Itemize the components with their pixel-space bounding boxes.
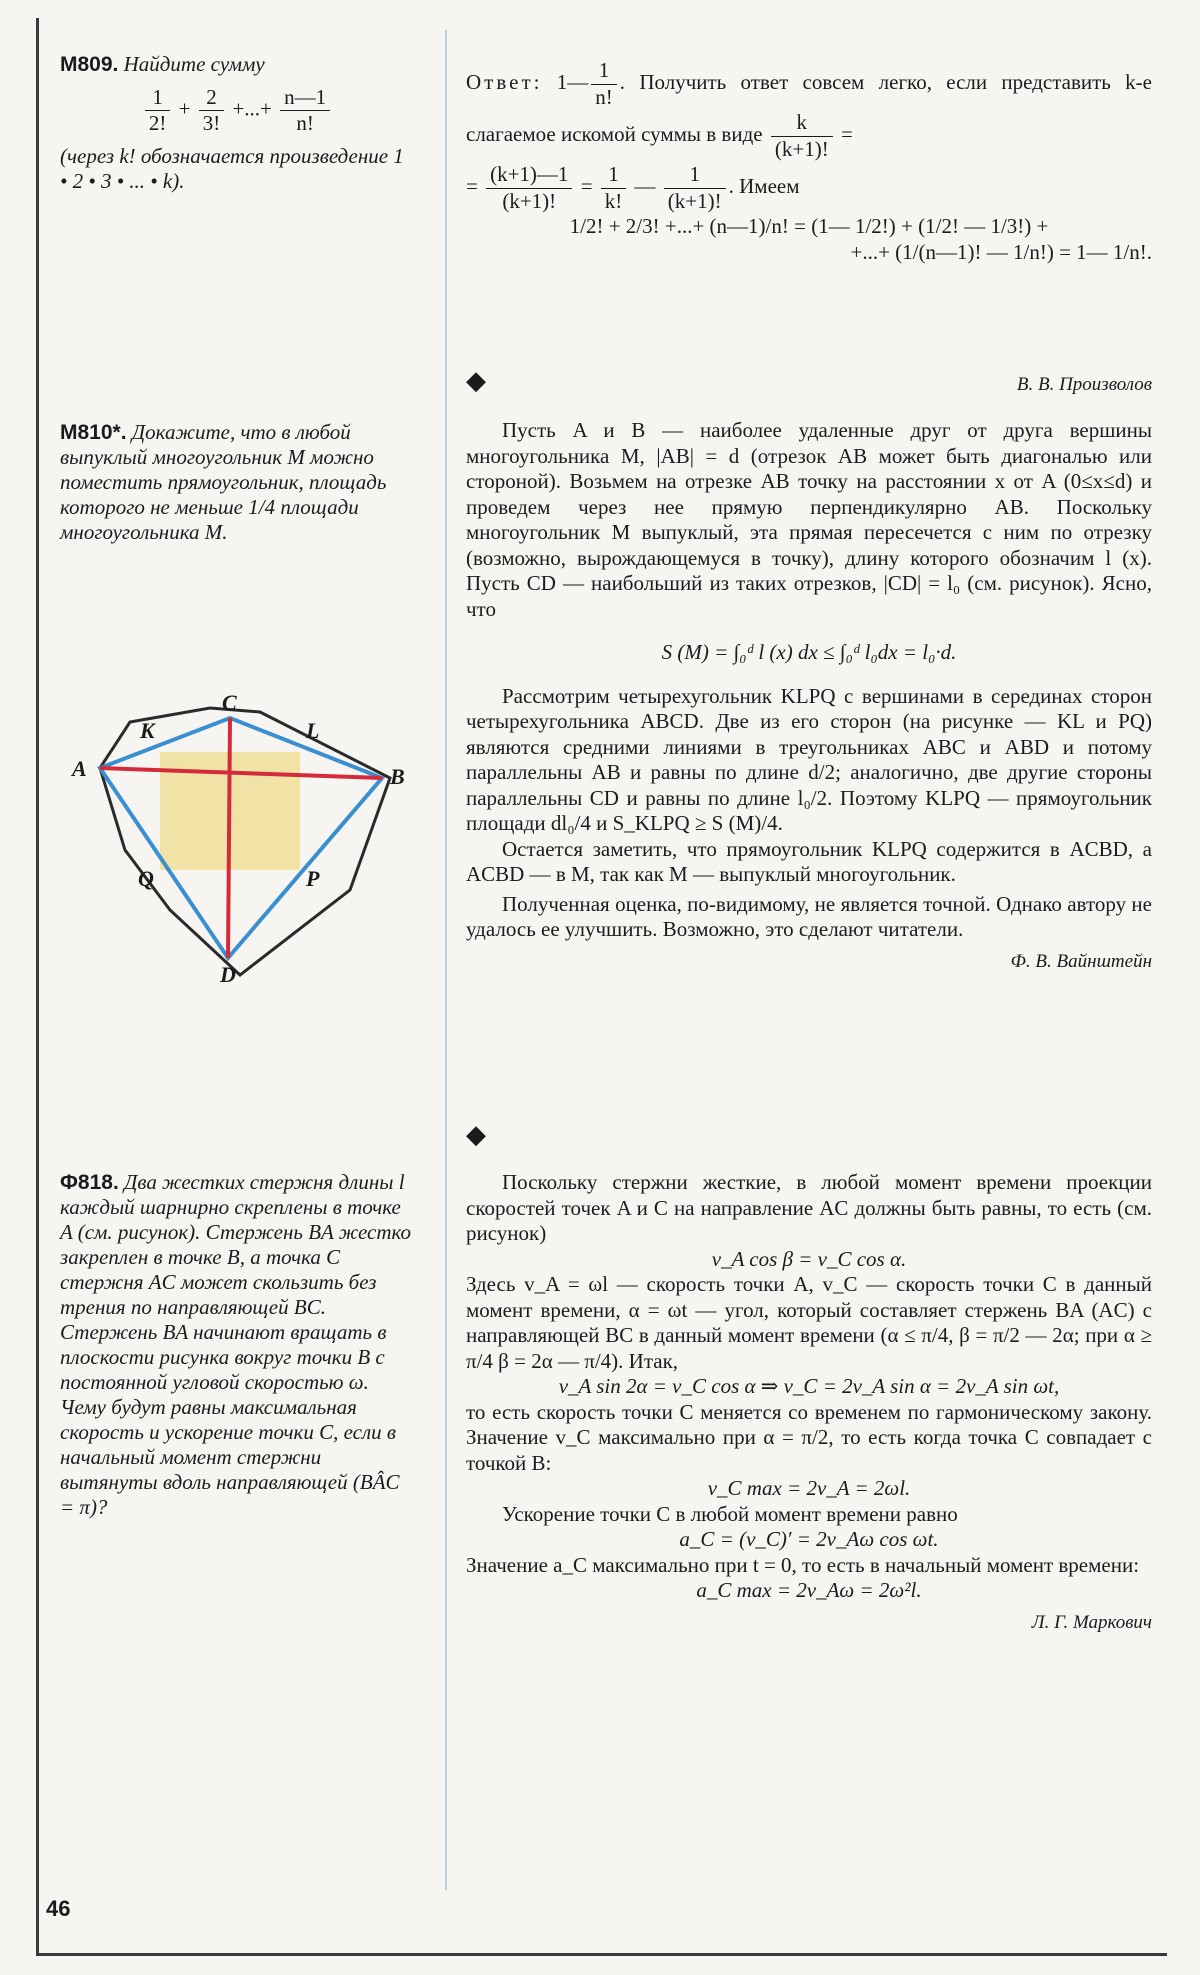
diamond-icon: ◆ [466,1120,486,1149]
equation: a_C = (v_C)′ = 2v_Aω cos ωt. [679,1527,939,1551]
problem-id: М810*. [60,421,127,444]
label-k: K [140,718,155,743]
label-l: L [306,718,320,743]
f818-statement [60,1170,415,1520]
problem-id: Ф818. [60,1171,119,1194]
fraction: $\frac{1}{k!}$ [601,162,627,214]
fraction: $\frac{1}{(k+1)!}$ [664,162,726,214]
figure-svg [60,690,420,990]
author: Л. Г. Маркович [1031,1611,1152,1633]
diamond-icon: ◆ [466,366,486,395]
label-c: C [222,690,237,715]
equation: a_C max = 2v_Aω = 2ω²l. [696,1578,922,1602]
column-divider [445,30,447,1890]
paragraph: Полученная оценка, по-видимому, не является точной. Однако автору не удалось ее улучшить. Возможно, это сделают читатели. [466,891,1152,941]
problem-text: Два жестких стержня длины l каждый шарнирно скреплены в точке A (см. рисунок). Стержень BA жестко закреплен в точке B, а точка C стержня AC может скользить без трения по направляющей BC. Стержень BA начинают вращать в плоскости рисунка вокруг точки B с постоянной угловой скоростью ω. Чему будут равны максимальная скорость и ускорение точки C, если в начальный момент стержни вытянуты вдоль направляющей (BÂC = π)? [60,1170,412,1519]
f818-solution [466,1170,1152,1635]
paragraph: Значение a_C максимально при t = 0, то есть в начальный момент времени: [466,1552,1140,1577]
m809-author: В. В. Произволов [1016,374,1152,395]
m809-statement [60,52,415,194]
equation: v_A sin 2α = v_C cos α ⇒ v_C = 2v_A sin α = 2v_A sin ωt, [558,1374,1060,1398]
paragraph: Ускорение точки C в любой момент времени равно [502,1501,958,1526]
label-q: Q [138,866,154,891]
problem-note: (через k! обозначается произведение 1 • 2 • 3 • ... • k). [60,144,404,193]
sum-line-2: +...+ (1/(n—1)! — 1/n!) = 1— 1/n!. [850,239,1152,264]
label-p: P [306,866,320,891]
sum-line-1: 1/2! + 2/3! +...+ (n—1)/n! = (1— 1/2!) + (1/2! — 1/3!) + [569,214,1049,238]
paragraph: то есть скорость точки C меняется со временем по гармоническому закону. Значение v_C максимально при α = π/2, то есть когда точка C совпадает с точкой B: [466,1399,1152,1475]
answer-label: Ответ: [466,69,543,94]
problem-prompt: Найдите сумму [123,52,265,76]
page-number: 46 [46,1896,71,1921]
paragraph: Здесь v_A = ωl — скорость точки A, v_C — скорость точки C в данный момент времени, α = ωt — угол, который составляет стержень BA (AC) с направляющей BC в данный момент времени (α ≤ π/4, β = π/2 — 2α; при α ≥ π/4 β = 2α — π/4). Итак, [466,1272,1152,1373]
paragraph: Рассмотрим четырехугольник KLPQ с вершинами в серединах сторон четырехугольника ABCD. Две из его сторон (на рисунке — KL и PQ) являются средними линиями в треугольниках ABC и ABD и потому параллельны AB и равны по длине d/2; аналогично, две другие стороны параллельны CD и равны по длине l₀/2. Поэтому KLPQ — прямоугольник площади dl₀/4 и S_KLPQ ≥ S (M)/4. [466,683,1152,835]
fraction: $\frac{k}{(k+1)!}$ [771,110,833,162]
fraction: $\frac{(k+1)—1}{(k+1)!}$ [486,162,572,214]
paragraph: Поскольку стержни жесткие, в любой момент времени проекции скоростей точек A и C на направление AC должны быть равны, то есть (см. рисунок) [466,1170,1152,1245]
equation: v_A cos β = v_C cos α. [711,1246,907,1271]
label-b: B [390,764,405,789]
label-d: D [220,962,236,987]
fraction: $\frac{1}{n!}$ [591,58,617,110]
fraction: $\frac{n—1}{n!}$ [280,85,330,136]
m809-solution: Ответ: 1— $\frac{1}{n!}$ . Получить ответ совсем легко, если представить k-е слагаемое искомой суммы в виде $\frac{k}{(k+1)!}$ = = $\frac{(k+1)—1}{(k+1)!}$ = $\frac{1}{k!}$ — $\frac{1}{(k+1)!}$ . Имеем 1/2! + 2/3! +...+ (n—1)/n! = (1— 1/2!) + (1/2! — 1/3!) + +...+ (1/(n—1)! — 1/n!) = 1— 1/n!. [466,58,1152,264]
polygon-figure [60,690,420,990]
paragraph: Остается заметить, что прямоугольник KLPQ содержится в ACBD, а ACBD — в M, так как M — выпуклый многоугольник. [466,836,1152,886]
segment-cd [228,718,230,958]
integral-formula: S (M) = ∫₀ᵈ l (x) dx ≤ ∫₀ᵈ l₀dx = l₀·d. [661,640,957,664]
fraction: $\frac{2}{3!}$ [199,85,225,136]
paragraph: Пусть A и B — наиболее удаленные друг от друга вершины многоугольника M, |AB| = d (отрезок AB может быть диагональю или стороной). Возьмем на отрезке AB точку на расстоянии x от A (0≤x≤d) и проведем через нее прямую перпендикулярно AB. Поскольку многоугольник M выпуклый, эта прямая пересечется с ним по отрезку (возможно, вырождающемуся в точку), длину которого обозначим l (x). Пусть CD — наибольший из таких отрезков, |CD| = l₀ (см. рисунок). Ясно, что [466,418,1152,621]
problem-id: М809. [60,53,119,76]
fraction: $\frac{1}{2!}$ [145,85,171,136]
m810-solution [466,418,1152,974]
equation: v_C max = 2v_A = 2ωl. [707,1476,911,1500]
label-a: A [72,756,87,781]
m810-statement [60,420,415,545]
sum-formula: $\frac{1}{2!}$ + $\frac{2}{3!}$ +...+ $\frac{n—1}{n!}$ [60,85,415,136]
problem-text: Докажите, что в любой выпуклый многоугольник M можно поместить прямоугольник, площадь которого не меньше 1/4 площади многоугольника M. [60,420,387,544]
author: Ф. В. Вайнштейн [1010,950,1152,972]
